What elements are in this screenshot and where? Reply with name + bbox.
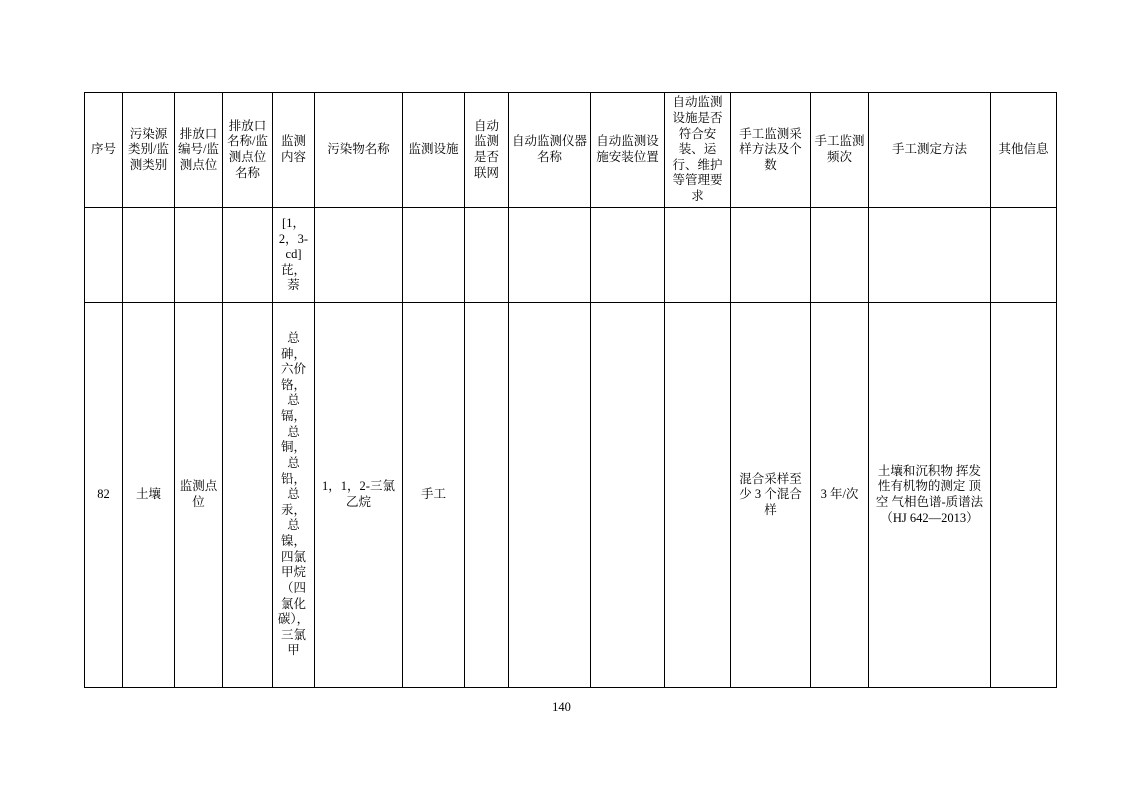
header-seq: 序号 [85,93,123,208]
table-row [85,208,1057,303]
header-monitor-facility: 监测设施 [403,93,465,208]
header-auto-device-name: 自动监测仪器名称 [509,93,591,208]
cell-manual-sampling [731,208,811,303]
cell-seq: 82 [85,303,123,688]
cell-auto-install-position [591,208,665,303]
header-pollutant: 污染物名称 [315,93,403,208]
header-auto-networked: 自动监测是否联网 [465,93,509,208]
cell-outlet-name [223,303,273,688]
cell-monitor-facility [403,208,465,303]
cell-auto-networked [465,208,509,303]
header-manual-frequency: 手工监测频次 [811,93,869,208]
cell-auto-install-position [591,303,665,688]
cell-manual-frequency: 3 年/次 [811,303,869,688]
header-other-info: 其他信息 [991,93,1057,208]
cell-pollutant [315,208,403,303]
header-manual-sampling: 手工监测采样方法及个数 [731,93,811,208]
header-outlet-name: 排放口名称/监测点位名称 [223,93,273,208]
header-source-category: 污染源类别/监测类别 [123,93,175,208]
header-manual-method: 手工测定方法 [869,93,991,208]
page-number: 140 [552,700,571,714]
cell-manual-method [869,208,991,303]
header-outlet-code: 排放口编号/监测点位 [175,93,223,208]
cell-auto-device-name [509,303,591,688]
cell-outlet-name [223,208,273,303]
table-row [85,303,1057,688]
cell-monitor-content: 总砷，六价铬，总镉，总铜，总铅，总汞，总镍，四氯甲烷（四氯化碳），三氯甲 [273,303,315,688]
cell-manual-frequency [811,208,869,303]
cell-pollutant: 1，1，2-三氯乙烷 [315,303,403,688]
cell-manual-sampling: 混合采样至少 3 个混合样 [731,303,811,688]
cell-auto-device-name [509,208,591,303]
cell-other-info [991,303,1057,688]
cell-auto-compliance [665,208,731,303]
cell-source-category [123,208,175,303]
cell-outlet-code [175,208,223,303]
header-auto-compliance: 自动监测设施是否符合安装、运行、维护等管理要求 [665,93,731,208]
cell-auto-networked [465,303,509,688]
header-monitor-content: 监测内容 [273,93,315,208]
table-header-row [85,93,1057,208]
header-auto-install-position: 自动监测设施安装位置 [591,93,665,208]
cell-source-category: 土壤 [123,303,175,688]
cell-outlet-code: 监测点位 [175,303,223,688]
cell-seq [85,208,123,303]
cell-monitor-facility: 手工 [403,303,465,688]
cell-auto-compliance [665,303,731,688]
self-monitoring-table [84,92,1057,688]
cell-monitor-content: [1，2，3-cd]芘，萘 [273,208,315,303]
cell-manual-method: 土壤和沉积物 挥发性有机物的测定 顶空 气相色谱-质谱法（HJ 642—2013） [869,303,991,688]
cell-other-info [991,208,1057,303]
